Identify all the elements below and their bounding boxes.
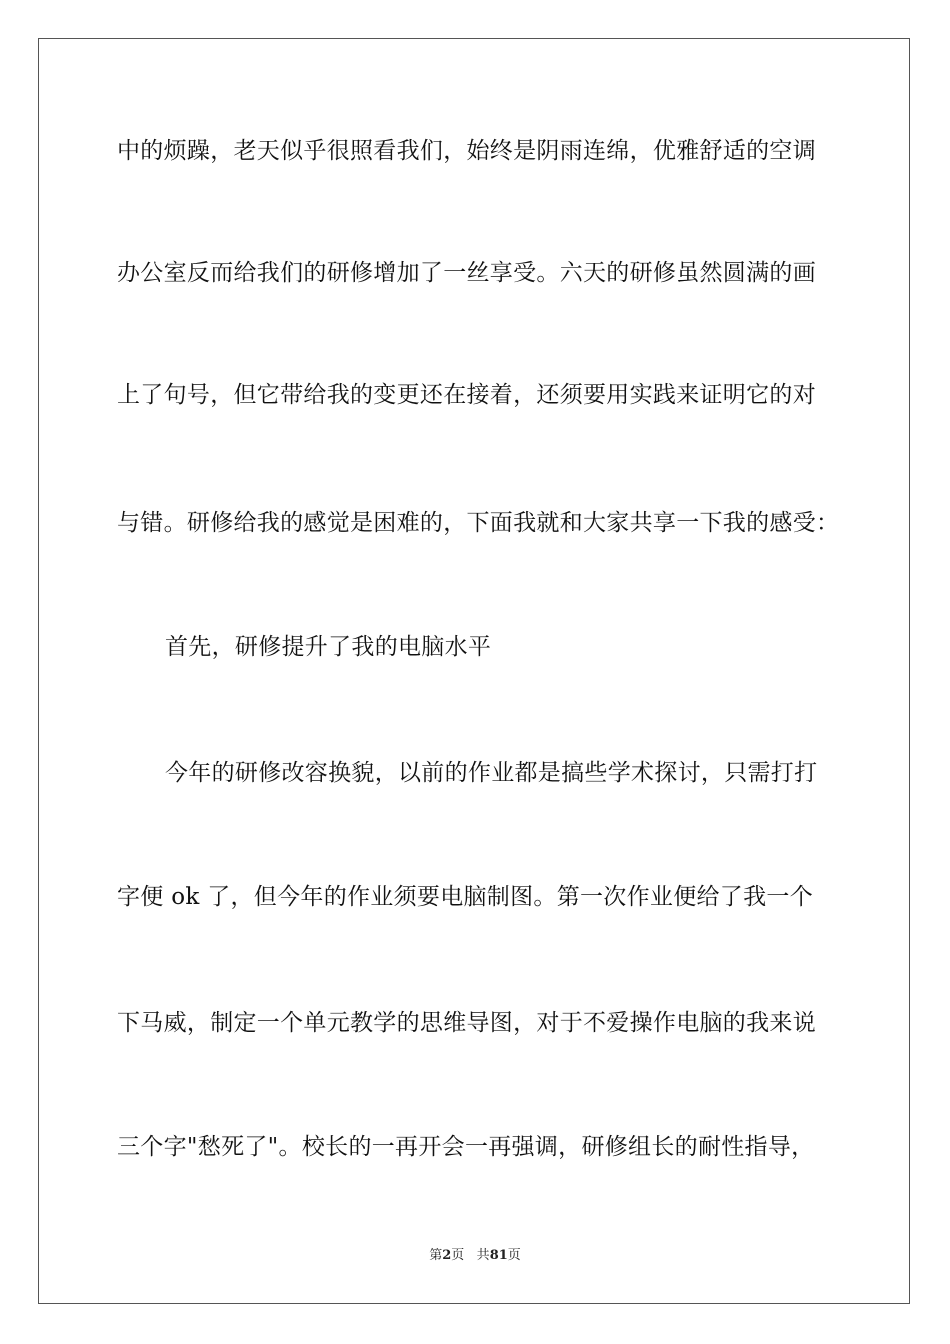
paragraph-line-6: 今年的研修改容换貌，以前的作业都是搞些学术探讨，只需打打 bbox=[165, 760, 818, 786]
page-border bbox=[38, 38, 910, 1304]
paragraph-line-4: 与错。研修给我的感觉是困难的，下面我就和大家共享一下我的感受： bbox=[117, 510, 840, 536]
paragraph-line-1: 中的烦躁，老天似乎很照看我们，始终是阴雨连绵，优雅舒适的空调 bbox=[117, 138, 816, 164]
paragraph-line-7: 字便 ok 了，但今年的作业须要电脑制图。第一次作业便给了我一个 bbox=[117, 884, 814, 910]
paragraph-line-3: 上了句号，但它带给我的变更还在接着，还须要用实践来证明它的对 bbox=[117, 382, 816, 408]
total-pages-suffix: 页 bbox=[507, 1248, 521, 1263]
section-heading: 首先，研修提升了我的电脑水平 bbox=[165, 634, 492, 660]
page-number-prefix: 第 bbox=[429, 1248, 443, 1263]
paragraph-line-9: 三个字"愁死了"。校长的一再开会一再强调，研修组长的耐性指导， bbox=[117, 1134, 815, 1160]
page-number-suffix: 页 bbox=[451, 1248, 465, 1263]
page-footer bbox=[0, 1248, 950, 1264]
page-number: 2 bbox=[442, 1248, 452, 1263]
total-pages: 81 bbox=[489, 1248, 508, 1263]
paragraph-line-2: 办公室反而给我们的研修增加了一丝享受。六天的研修虽然圆满的画 bbox=[117, 260, 816, 286]
paragraph-line-8: 下马威，制定一个单元教学的思维导图，对于不爱操作电脑的我来说 bbox=[117, 1010, 816, 1036]
total-pages-prefix: 共 bbox=[476, 1248, 490, 1263]
